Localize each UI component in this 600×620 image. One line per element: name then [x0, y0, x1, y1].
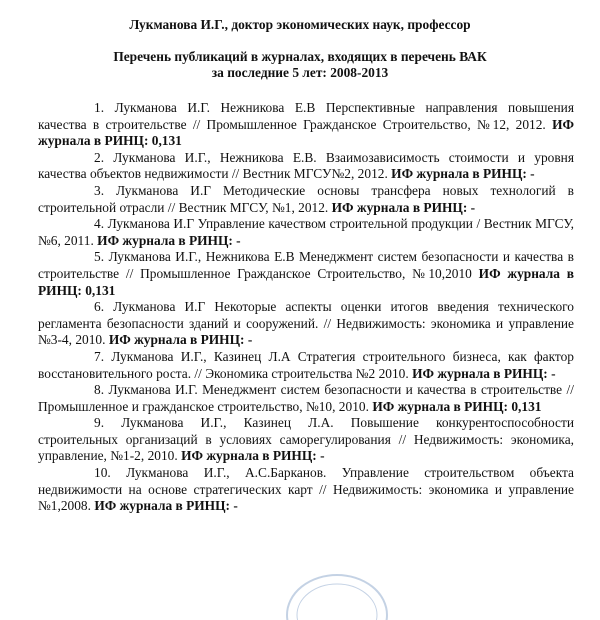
list-item: [38, 249, 574, 299]
item-text: Лукманова И.Г. Нежникова Е.В Перспективные направления повышения качества в строительстве // Промышленное Гражданское Строительство, №12, 2012.: [38, 100, 574, 132]
item-text: Лукманова И.Г. Менеджмент систем безопасности и качества в строительстве // Промышленное и гражданское строительство, №10, 2010.: [38, 382, 574, 414]
item-text: Лукманова И.Г., Казинец Л.А Стратегия строительного бизнеса, как фактор восстановительного роста. // Экономика строительства №2 2010.: [38, 348, 574, 381]
item-text: Лукманова И.Г., Нежникова Е.В Менеджмент систем безопасности и качества в строительстве // Промышленное Гражданское Строительство, №10,2010: [38, 249, 574, 281]
item-text: Лукманова И.Г., Нежникова Е.В. Взаимозависимость стоимости и уровня качества объектов недвижимости // Вестник МГСУ№2, 2012.: [38, 149, 574, 182]
list-item: [38, 382, 574, 415]
item-rinc: ИФ журнала в РИНЦ: -: [412, 365, 556, 381]
publication-list: [38, 100, 574, 515]
item-number: 10.: [94, 465, 111, 481]
list-item: [38, 150, 574, 183]
item-number: 6.: [94, 299, 105, 315]
list-item: [38, 349, 574, 382]
item-number: 2.: [94, 149, 105, 165]
list-item: [38, 299, 574, 349]
item-rinc: ИФ журнала в РИНЦ: 0,131: [38, 265, 574, 298]
seal-stamp-icon: [282, 570, 392, 620]
item-number: 4.: [94, 216, 105, 232]
item-rinc: ИФ журнала в РИНЦ: -: [108, 332, 253, 348]
item-rinc: ИФ журнала в РИНЦ: 0,131: [372, 398, 542, 414]
item-rinc: ИФ журнала в РИНЦ: -: [181, 448, 325, 464]
item-rinc: ИФ журнала в РИНЦ: -: [97, 232, 241, 248]
list-item: [38, 183, 574, 216]
item-text: Лукманова И.Г Некоторые аспекты оценки итогов введения технического регламента безопасности зданий и сооружений. // Недвижимость: экономика и управление №3-4, 2010.: [38, 299, 574, 348]
list-title: Перечень публикаций в журналах, входящих в перечень ВАК: [113, 49, 487, 64]
list-item: [38, 216, 574, 249]
list-period: за последние 5 лет: 2008-2013: [211, 65, 389, 80]
list-item: [38, 465, 574, 515]
item-number: 3.: [94, 182, 105, 198]
item-number: 7.: [94, 348, 105, 364]
item-text: Лукманова И.Г Управление качеством строительной продукции / Вестник МГСУ, №6, 2011.: [38, 216, 574, 248]
item-rinc: ИФ журнала в РИНЦ: -: [391, 166, 535, 182]
item-text: Лукманова И.Г Методические основы трансфера новых технологий в строительной отрасли // Вестник МГСУ, №1, 2012.: [38, 182, 574, 215]
item-number: 9.: [94, 415, 105, 431]
item-rinc: ИФ журнала в РИНЦ: -: [331, 199, 476, 215]
item-rinc: ИФ журнала в РИНЦ: -: [94, 498, 238, 514]
list-item: [38, 100, 574, 150]
list-item: [38, 415, 574, 465]
item-number: 8.: [94, 382, 105, 398]
item-number: 1.: [94, 100, 105, 115]
item-text: Лукманова И.Г., А.С.Барканов. Управление строительством объекта недвижимости на основе стратегических карт // Недвижимость: экономика и управление №1,2008.: [38, 465, 574, 514]
item-rinc: ИФ журнала в РИНЦ: 0,131: [38, 116, 574, 149]
item-number: 5.: [94, 249, 105, 265]
item-text: Лукманова И.Г., Казинец Л.А. Повышение конкурентоспособности строительных организаций в условиях саморегулирования // Недвижимость: экономика, управление, №1-2, 2010.: [38, 415, 574, 464]
author-heading: Лукманова И.Г., доктор экономических наук, профессор: [129, 17, 471, 32]
